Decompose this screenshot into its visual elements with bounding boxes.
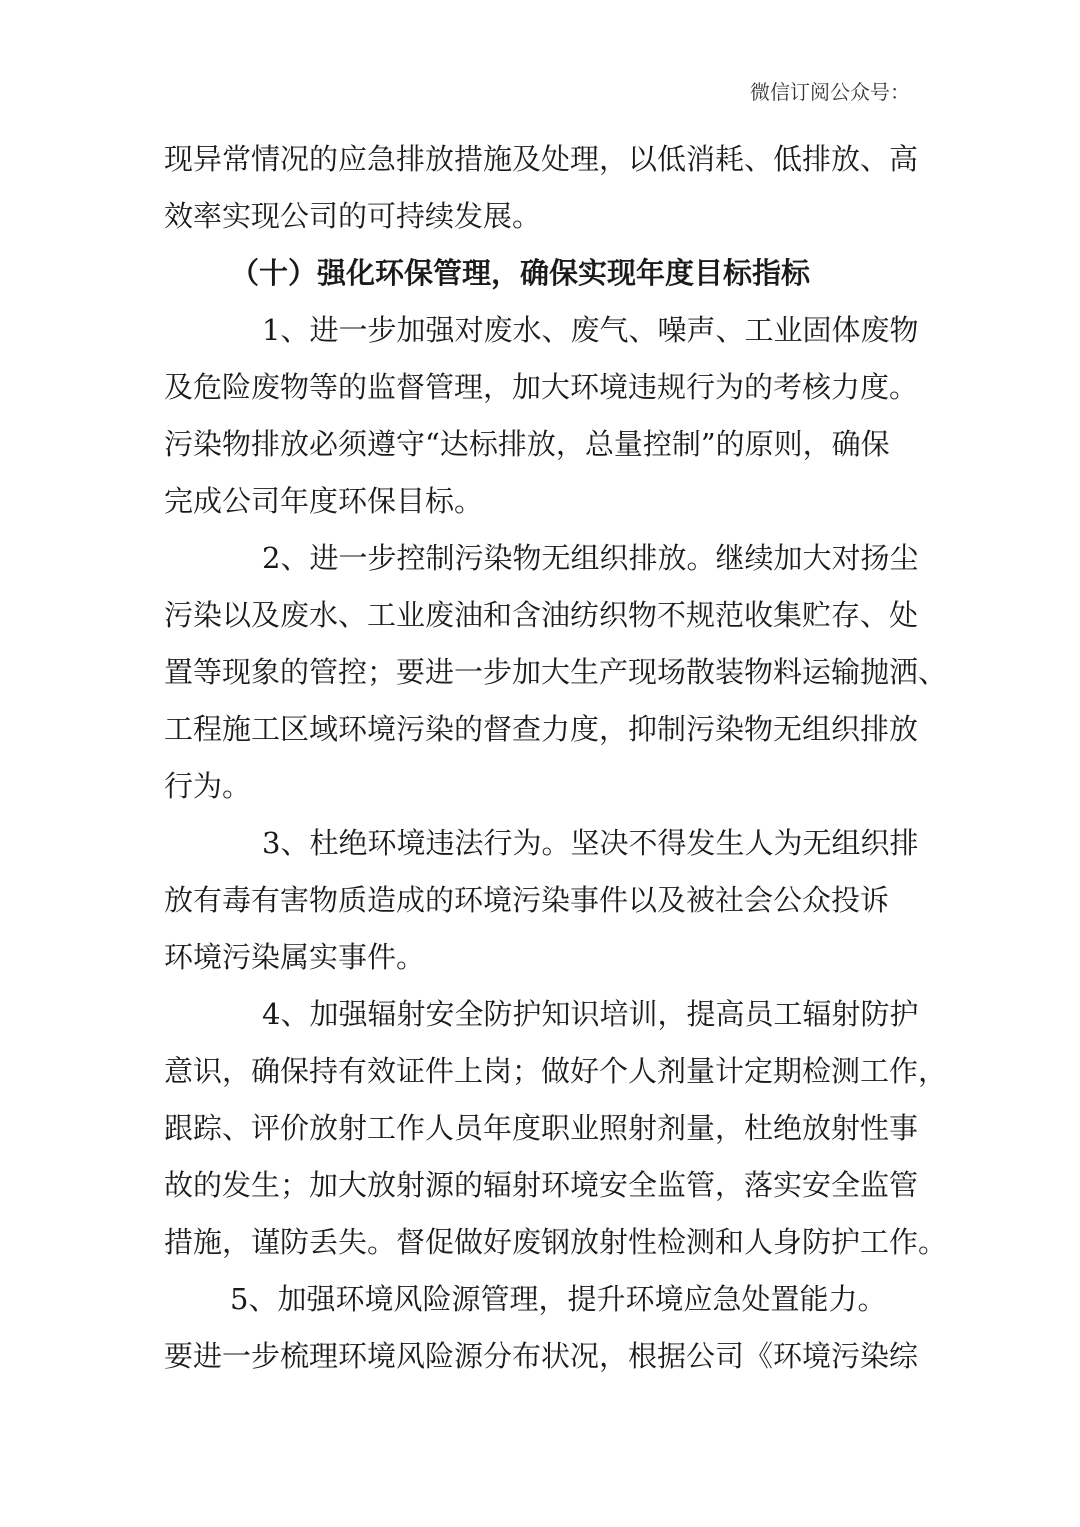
text-line: 跟踪、评价放射工作人员年度职业照射剂量，杜绝放射性事 xyxy=(164,1111,919,1145)
text-line: 污染物排放必须遵守“达标排放，总量控制”的原则，确保 xyxy=(164,427,890,461)
section-heading: （十）强化环保管理，确保实现年度目标指标 xyxy=(230,256,811,290)
text-line: 置等现象的管控；要进一步加大生产现场散装物料运输抛洒、 xyxy=(164,655,948,689)
text-line: 措施，谨防丢失。督促做好废钢放射性检测和人身防护工作。 xyxy=(164,1225,948,1259)
paragraph-start: 5、加强环境风险源管理，提升环境应急处置能力。 xyxy=(230,1282,887,1316)
paragraph-start: 1、进一步加强对废水、废气、噪声、工业固体废物 xyxy=(262,313,919,347)
text-line: 及危险废物等的监督管理，加大环境违规行为的考核力度。 xyxy=(164,370,919,404)
text-line: 完成公司年度环保目标。 xyxy=(164,484,484,518)
paragraph-start: 3、杜绝环境违法行为。坚决不得发生人为无组织排 xyxy=(262,826,919,860)
text-line: 要进一步梳理环境风险源分布状况，根据公司《环境污染综 xyxy=(164,1339,919,1373)
paragraph-start: 2、进一步控制污染物无组织排放。继续加大对扬尘 xyxy=(262,541,919,575)
text-line: 环境污染属实事件。 xyxy=(164,940,426,974)
text-line: 污染以及废水、工业废油和含油纺织物不规范收集贮存、处 xyxy=(164,598,919,632)
text-line: 效率实现公司的可持续发展。 xyxy=(164,199,542,233)
text-line: 现异常情况的应急排放措施及处理，以低消耗、低排放、高 xyxy=(164,142,919,176)
text-line: 行为。 xyxy=(164,769,252,803)
document-body xyxy=(164,131,948,1385)
text-line: 放有毒有害物质造成的环境污染事件以及被社会公众投诉 xyxy=(164,883,890,917)
text-line: 意识，确保持有效证件上岗；做好个人剂量计定期检测工作， xyxy=(164,1054,948,1088)
header-note: 微信订阅公众号： xyxy=(750,80,910,104)
text-line: 工程施工区域环境污染的督查力度，抑制污染物无组织排放 xyxy=(164,712,919,746)
paragraph-start: 4、加强辐射安全防护知识培训，提高员工辐射防护 xyxy=(262,997,919,1031)
text-line: 故的发生；加大放射源的辐射环境安全监管，落实安全监管 xyxy=(164,1168,919,1202)
